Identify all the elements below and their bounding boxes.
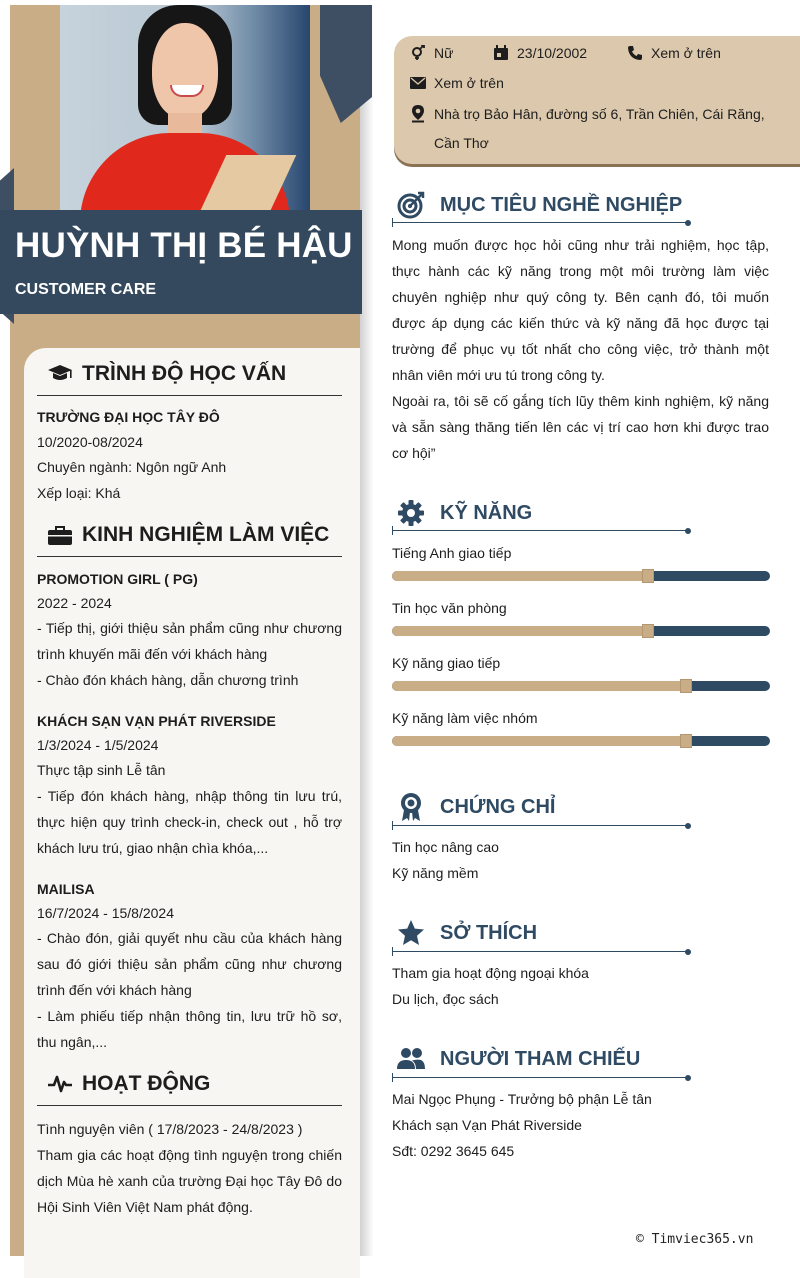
skills-divider [392, 530, 688, 531]
certificate-item: Tin học nâng cao [392, 839, 499, 855]
profile-photo [60, 5, 310, 210]
target-icon [396, 190, 426, 220]
activity-description: Tham gia các hoạt động tình nguyện trong chiến dịch Mùa hè xanh của trường Đại học Tây Đô do Hội Sinh Viên Việt Nam phát động. [37, 1147, 342, 1215]
education-divider [37, 395, 342, 396]
heartbeat-icon [46, 1072, 74, 1096]
objective-paragraph: Mong muốn được học hỏi cũng như trải nghiệm, học tập, thực hành các kỹ năng trong một môi trường làm việc chuyên nghiệp như quý công ty. Bên cạnh đó, tôi muốn được áp dụng các kiến thức và kỹ năng đã học được tại trường để phục vụ tốt nhất cho công việc, trở thành một nhân viên mới ưu tú trong công ty. [392, 237, 769, 383]
contact-address-line2-row [434, 135, 489, 151]
certificates-section-title [396, 792, 555, 822]
hobbies-title-text: SỞ THÍCH [440, 921, 538, 944]
skill-bar [392, 681, 770, 691]
calendar-icon [493, 45, 509, 61]
job-description: - Làm phiếu tiếp nhận thông tin, lưu trữ hồ sơ, thu ngân,... [37, 1008, 342, 1050]
certificates-divider [392, 825, 688, 826]
contact-birthdate [493, 45, 587, 61]
education-school: TRƯỜNG ĐẠI HỌC TÂY ĐÔ [37, 409, 220, 425]
experience-section-title [46, 523, 329, 547]
experience-divider [37, 556, 342, 557]
job-period: 2022 - 2024 [37, 595, 112, 611]
skill-bar-fill [392, 626, 649, 636]
certificate-item: Kỹ năng mềm [392, 865, 479, 881]
hobby-item: Du lịch, đọc sách [392, 991, 499, 1007]
certificates-title-text: CHỨNG CHỈ [440, 795, 556, 818]
contact-gender-text: Nữ [434, 45, 454, 61]
references-title-text: NGƯỜI THAM CHIẾU [440, 1047, 641, 1070]
skill-name: Kỹ năng làm việc nhóm [392, 710, 538, 726]
references-section-title [396, 1044, 640, 1074]
gender-icon [410, 45, 426, 61]
job-description: - Tiếp đón khách hàng, nhập thông tin lưu trú, thực hiện quy trình check-in, check out , hỗ trợ khách lưu trú, giao nhận chìa khóa,... [37, 788, 342, 856]
skill-bar-knob [642, 624, 654, 638]
activity-title: Tình nguyện viên ( 17/8/2023 - 24/8/2023 ) [37, 1121, 303, 1137]
hobby-item: Tham gia hoạt động ngoại khóa [392, 965, 589, 981]
skill-bar-knob [642, 569, 654, 583]
job-company: KHÁCH SẠN VẠN PHÁT RIVERSIDE [37, 713, 276, 729]
references-divider [392, 1077, 688, 1078]
objective-divider [392, 222, 688, 223]
contact-phone-text: Xem ở trên [651, 45, 721, 61]
skill-bar [392, 736, 770, 746]
job-position: Thực tập sinh Lễ tân [37, 762, 166, 778]
briefcase-icon [46, 523, 74, 547]
skill-name: Tin học văn phòng [392, 600, 507, 616]
hobbies-divider [392, 951, 688, 952]
skill-bar-knob [680, 734, 692, 748]
objective-section-title [396, 190, 682, 220]
skill-bar [392, 571, 770, 581]
reference-phone: Sđt: 0292 3645 645 [392, 1143, 515, 1159]
job-description: - Chào đón, giải quyết nhu cầu của khách hàng sau đó giới thiệu sản phẩm cũng như chương trình đến với khách hàng [37, 930, 342, 998]
footer-watermark: © Timviec365.vn [636, 1232, 754, 1247]
education-title-text: TRÌNH ĐỘ HỌC VẤN [82, 362, 287, 385]
job-period: 16/7/2024 - 15/8/2024 [37, 905, 175, 921]
job-company: PROMOTION GIRL ( PG) [37, 571, 198, 587]
left-column-shadow [360, 5, 374, 1256]
contact-address [410, 105, 765, 123]
reference-name: Mai Ngọc Phụng - Trưởng bộ phận Lễ tân [392, 1091, 652, 1107]
hobbies-section-title [396, 918, 537, 948]
skills-title-text: KỸ NĂNG [440, 501, 533, 524]
contact-birthdate-text: 23/10/2002 [517, 45, 588, 61]
activities-title-text: HOẠT ĐỘNG [82, 1072, 211, 1095]
star-icon [396, 918, 426, 948]
photo-face [152, 23, 218, 119]
reference-company: Khách sạn Vạn Phát Riverside [392, 1117, 582, 1133]
activities-divider [37, 1105, 342, 1106]
contact-email [410, 75, 504, 91]
skill-name: Kỹ năng giao tiếp [392, 655, 501, 671]
phone-icon [627, 45, 643, 61]
skill-bar-fill [392, 571, 649, 581]
graduation-cap-icon [46, 362, 74, 386]
job-period: 1/3/2024 - 1/5/2024 [37, 737, 159, 753]
gear-icon [396, 498, 426, 528]
skill-bar-knob [680, 679, 692, 693]
job-company: MAILISA [37, 881, 95, 897]
education-section-title [46, 362, 286, 386]
envelope-icon [410, 76, 426, 90]
profile-role: CUSTOMER CARE [15, 281, 157, 298]
contact-address-line1: Nhà trọ Bảo Hân, đường số 6, Trần Chiên, Cái Răng, [434, 106, 765, 122]
skill-bar-fill [392, 681, 687, 691]
award-ribbon-icon [396, 792, 426, 822]
job-description: - Chào đón khách hàng, dẫn chương trình [37, 672, 299, 688]
users-icon [396, 1044, 426, 1074]
location-pin-icon [410, 105, 426, 123]
contact-email-text: Xem ở trên [434, 75, 504, 91]
experience-title-text: KINH NGHIỆM LÀM VIỆC [82, 523, 330, 546]
activities-section-title [46, 1072, 210, 1096]
education-period: 10/2020-08/2024 [37, 434, 143, 450]
job-description: - Tiếp thị, giới thiệu sản phẩm cũng như chương trình khuyến mãi đến với khách hàng [37, 620, 342, 662]
objective-title-text: MỤC TIÊU NGHỀ NGHIỆP [440, 193, 683, 216]
contact-phone [627, 45, 721, 61]
contact-gender [410, 45, 453, 61]
education-major: Chuyên ngành: Ngôn ngữ Anh [37, 459, 227, 475]
objective-paragraph: Ngoài ra, tôi sẽ cố gắng tích lũy thêm kinh nghiệm, kỹ năng và sẵn sàng thăng tiến lên các vị trí cao hơn khi được trao cơ hội” [392, 393, 769, 461]
skills-section-title [396, 498, 532, 528]
skill-name: Tiếng Anh giao tiếp [392, 545, 512, 561]
skill-bar [392, 626, 770, 636]
profile-name: HUỲNH THỊ BÉ HẬU [15, 226, 353, 265]
education-grade: Xếp loại: Khá [37, 485, 121, 501]
contact-address-line2: Cần Thơ [434, 135, 489, 151]
skill-bar-fill [392, 736, 687, 746]
